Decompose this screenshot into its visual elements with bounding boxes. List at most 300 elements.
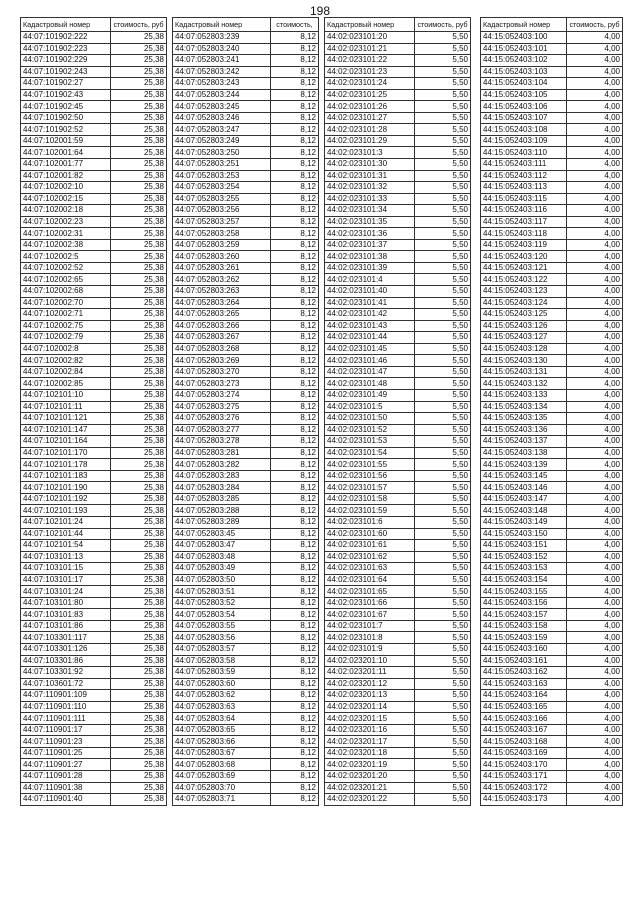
- cadastral-number-cell: 44:07:052803:282: [173, 459, 271, 471]
- table-row: [325, 366, 471, 378]
- table-row: [173, 701, 319, 713]
- cost-cell: 8,12: [271, 124, 319, 136]
- cost-cell: 8,12: [271, 274, 319, 286]
- cost-cell: 4,00: [567, 286, 623, 298]
- table-row: [21, 182, 167, 194]
- header-cadastral-number: Кадастровый номер: [325, 18, 415, 32]
- table-row: [173, 389, 319, 401]
- cost-cell: 4,00: [567, 205, 623, 217]
- table-row: [21, 309, 167, 321]
- cadastral-number-cell: 44:15:052403:150: [481, 528, 567, 540]
- cadastral-number-cell: 44:07:102101:54: [21, 540, 111, 552]
- cadastral-table-4: [480, 17, 623, 806]
- table-row: [21, 101, 167, 113]
- cadastral-number-cell: 44:07:102101:183: [21, 470, 111, 482]
- cadastral-number-cell: 44:07:102002:31: [21, 228, 111, 240]
- cadastral-number-cell: 44:07:102101:24: [21, 516, 111, 528]
- cadastral-number-cell: 44:02:023101:50: [325, 413, 415, 425]
- table-row: [173, 724, 319, 736]
- cost-cell: 8,12: [271, 436, 319, 448]
- cadastral-number-cell: 44:02:023101:53: [325, 436, 415, 448]
- table-row: [481, 563, 623, 575]
- cost-cell: 5,50: [415, 632, 471, 644]
- table-row: [325, 563, 471, 575]
- cadastral-number-cell: 44:15:052403:120: [481, 251, 567, 263]
- cost-cell: 5,50: [415, 655, 471, 667]
- cadastral-number-cell: 44:07:052803:262: [173, 274, 271, 286]
- cadastral-number-cell: 44:02:023101:29: [325, 135, 415, 147]
- cost-cell: 8,12: [271, 135, 319, 147]
- cost-cell: 5,50: [415, 43, 471, 55]
- cadastral-number-cell: 44:02:023101:4: [325, 274, 415, 286]
- cadastral-number-cell: 44:02:023101:56: [325, 470, 415, 482]
- cost-cell: 8,12: [271, 551, 319, 563]
- cost-cell: 8,12: [271, 724, 319, 736]
- cost-cell: 8,12: [271, 690, 319, 702]
- cost-cell: 25,38: [111, 678, 167, 690]
- table-row: [173, 193, 319, 205]
- table-row: [21, 193, 167, 205]
- table-row: [173, 678, 319, 690]
- cost-cell: 8,12: [271, 216, 319, 228]
- table-row: [325, 724, 471, 736]
- table-row: [21, 355, 167, 367]
- table-row: [325, 747, 471, 759]
- cost-cell: 4,00: [567, 55, 623, 67]
- table-row: [481, 713, 623, 725]
- table-row: [21, 286, 167, 298]
- table-row: [481, 343, 623, 355]
- table-row: [481, 89, 623, 101]
- table-header-row: [481, 18, 623, 32]
- table-row: [21, 343, 167, 355]
- table-row: [173, 343, 319, 355]
- cadastral-number-cell: 44:07:102101:192: [21, 493, 111, 505]
- table-row: [481, 228, 623, 240]
- table-row: [325, 574, 471, 586]
- cost-cell: 8,12: [271, 89, 319, 101]
- cost-cell: 5,50: [415, 505, 471, 517]
- table-row: [21, 563, 167, 575]
- cadastral-number-cell: 44:15:052403:102: [481, 55, 567, 67]
- cost-cell: 25,38: [111, 55, 167, 67]
- table-row: [21, 135, 167, 147]
- cost-cell: 5,50: [415, 528, 471, 540]
- cadastral-number-cell: 44:07:052803:68: [173, 759, 271, 771]
- table-row: [21, 170, 167, 182]
- cadastral-number-cell: 44:07:052803:258: [173, 228, 271, 240]
- table-row: [325, 505, 471, 517]
- cadastral-number-cell: 44:15:052403:154: [481, 574, 567, 586]
- cadastral-number-cell: 44:15:052403:108: [481, 124, 567, 136]
- cadastral-number-cell: 44:07:102101:11: [21, 401, 111, 413]
- cadastral-number-cell: 44:07:110901:38: [21, 782, 111, 794]
- cost-cell: 4,00: [567, 655, 623, 667]
- table-row: [481, 135, 623, 147]
- cost-cell: 25,38: [111, 124, 167, 136]
- table-row: [21, 482, 167, 494]
- cadastral-number-cell: 44:02:023101:40: [325, 286, 415, 298]
- cost-cell: 4,00: [567, 216, 623, 228]
- cadastral-number-cell: 44:07:052803:242: [173, 66, 271, 78]
- cadastral-number-cell: 44:15:052403:131: [481, 366, 567, 378]
- cost-cell: 8,12: [271, 632, 319, 644]
- table-row: [325, 355, 471, 367]
- cost-cell: 5,50: [415, 262, 471, 274]
- table-row: [481, 505, 623, 517]
- table-row: [481, 389, 623, 401]
- cadastral-number-cell: 44:07:052803:263: [173, 286, 271, 298]
- table-row: [21, 493, 167, 505]
- cost-cell: 5,50: [415, 216, 471, 228]
- table-row: [173, 205, 319, 217]
- cost-cell: 25,38: [111, 447, 167, 459]
- cost-cell: 4,00: [567, 239, 623, 251]
- cadastral-number-cell: 44:07:110901:17: [21, 724, 111, 736]
- table-row: [21, 332, 167, 344]
- table-row: [173, 690, 319, 702]
- table-row: [481, 701, 623, 713]
- cost-cell: 8,12: [271, 55, 319, 67]
- cost-cell: 25,38: [111, 690, 167, 702]
- cadastral-number-cell: 44:15:052403:148: [481, 505, 567, 517]
- table-body: [481, 32, 623, 806]
- table-row: [325, 205, 471, 217]
- table-row: [325, 182, 471, 194]
- cost-cell: 25,38: [111, 89, 167, 101]
- header-cadastral-number: Кадастровый номер: [481, 18, 567, 32]
- cost-cell: 25,38: [111, 193, 167, 205]
- cadastral-number-cell: 44:07:101902:27: [21, 78, 111, 90]
- table-row: [173, 747, 319, 759]
- cost-cell: 25,38: [111, 620, 167, 632]
- table-row: [481, 620, 623, 632]
- table-row: [173, 424, 319, 436]
- table-row: [325, 701, 471, 713]
- table-row: [325, 309, 471, 321]
- cadastral-number-cell: 44:07:052803:259: [173, 239, 271, 251]
- table-row: [21, 436, 167, 448]
- cost-cell: 4,00: [567, 736, 623, 748]
- table-row: [173, 516, 319, 528]
- table-row: [325, 378, 471, 390]
- cost-cell: 5,50: [415, 112, 471, 124]
- table-row: [173, 55, 319, 67]
- cost-cell: 4,00: [567, 413, 623, 425]
- cadastral-number-cell: 44:02:023201:11: [325, 667, 415, 679]
- table-row: [173, 643, 319, 655]
- table-row: [173, 771, 319, 783]
- table-row: [325, 782, 471, 794]
- cost-cell: 8,12: [271, 620, 319, 632]
- cadastral-number-cell: 44:02:023101:41: [325, 297, 415, 309]
- table-row: [21, 724, 167, 736]
- table-row: [325, 736, 471, 748]
- cost-cell: 8,12: [271, 401, 319, 413]
- table-row: [481, 540, 623, 552]
- table-row: [325, 759, 471, 771]
- table-row: [173, 135, 319, 147]
- table-row: [481, 112, 623, 124]
- table-row: [481, 470, 623, 482]
- cost-cell: 8,12: [271, 32, 319, 44]
- cost-cell: 25,38: [111, 286, 167, 298]
- cadastral-number-cell: 44:07:103301:86: [21, 655, 111, 667]
- cadastral-number-cell: 44:07:052803:243: [173, 78, 271, 90]
- cost-cell: 8,12: [271, 655, 319, 667]
- cadastral-number-cell: 44:15:052403:109: [481, 135, 567, 147]
- cost-cell: 8,12: [271, 193, 319, 205]
- table-row: [481, 609, 623, 621]
- cadastral-number-cell: 44:07:102101:10: [21, 389, 111, 401]
- cadastral-number-cell: 44:07:052803:49: [173, 563, 271, 575]
- cost-cell: 25,38: [111, 309, 167, 321]
- cadastral-number-cell: 44:07:052803:260: [173, 251, 271, 263]
- cost-cell: 4,00: [567, 713, 623, 725]
- cost-cell: 5,50: [415, 493, 471, 505]
- cost-cell: 8,12: [271, 159, 319, 171]
- table-row: [21, 540, 167, 552]
- cadastral-number-cell: 44:07:110901:25: [21, 747, 111, 759]
- table-row: [21, 609, 167, 621]
- table-row: [173, 713, 319, 725]
- cadastral-number-cell: 44:02:023101:52: [325, 424, 415, 436]
- cost-cell: 8,12: [271, 482, 319, 494]
- cadastral-number-cell: 44:07:103101:83: [21, 609, 111, 621]
- cost-cell: 4,00: [567, 193, 623, 205]
- cost-cell: 5,50: [415, 736, 471, 748]
- table-row: [481, 436, 623, 448]
- cost-cell: 4,00: [567, 667, 623, 679]
- cost-cell: 25,38: [111, 320, 167, 332]
- table-row: [173, 493, 319, 505]
- cadastral-number-cell: 44:07:052803:250: [173, 147, 271, 159]
- cadastral-number-cell: 44:07:052803:270: [173, 366, 271, 378]
- cost-cell: 8,12: [271, 782, 319, 794]
- cost-cell: 25,38: [111, 413, 167, 425]
- cadastral-number-cell: 44:15:052403:158: [481, 620, 567, 632]
- cadastral-number-cell: 44:07:102002:15: [21, 193, 111, 205]
- table-row: [173, 286, 319, 298]
- table-row: [21, 239, 167, 251]
- cadastral-number-cell: 44:07:102002:5: [21, 251, 111, 263]
- cost-cell: 25,38: [111, 262, 167, 274]
- table-row: [481, 193, 623, 205]
- page-number: 198: [309, 4, 331, 18]
- cost-cell: 8,12: [271, 182, 319, 194]
- cost-cell: 5,50: [415, 343, 471, 355]
- cost-cell: 4,00: [567, 101, 623, 113]
- table-row: [325, 193, 471, 205]
- cost-cell: 8,12: [271, 205, 319, 217]
- table-row: [481, 459, 623, 471]
- cadastral-number-cell: 44:07:052803:253: [173, 170, 271, 182]
- cadastral-number-cell: 44:02:023101:54: [325, 447, 415, 459]
- cost-cell: 4,00: [567, 78, 623, 90]
- cadastral-number-cell: 44:07:052803:57: [173, 643, 271, 655]
- table-row: [481, 147, 623, 159]
- table-row: [481, 736, 623, 748]
- cost-cell: 25,38: [111, 401, 167, 413]
- cost-cell: 4,00: [567, 355, 623, 367]
- table-row: [173, 447, 319, 459]
- cost-cell: 5,50: [415, 540, 471, 552]
- cadastral-number-cell: 44:07:102101:170: [21, 447, 111, 459]
- cadastral-number-cell: 44:02:023101:43: [325, 320, 415, 332]
- cadastral-number-cell: 44:02:023101:34: [325, 205, 415, 217]
- table-row: [173, 401, 319, 413]
- cost-cell: 5,50: [415, 713, 471, 725]
- table-row: [21, 505, 167, 517]
- cost-cell: 5,50: [415, 482, 471, 494]
- table-row: [173, 505, 319, 517]
- cost-cell: 4,00: [567, 724, 623, 736]
- table-row: [21, 736, 167, 748]
- cadastral-number-cell: 44:07:101902:223: [21, 43, 111, 55]
- table-row: [325, 251, 471, 263]
- cost-cell: 4,00: [567, 182, 623, 194]
- cost-cell: 25,38: [111, 274, 167, 286]
- cadastral-number-cell: 44:07:052803:54: [173, 609, 271, 621]
- cost-cell: 5,50: [415, 297, 471, 309]
- cadastral-number-cell: 44:07:052803:276: [173, 413, 271, 425]
- cadastral-number-cell: 44:07:102001:64: [21, 147, 111, 159]
- cost-cell: 5,50: [415, 228, 471, 240]
- cost-cell: 5,50: [415, 782, 471, 794]
- cost-cell: 25,38: [111, 343, 167, 355]
- table-row: [173, 759, 319, 771]
- cadastral-number-cell: 44:07:052803:52: [173, 597, 271, 609]
- cost-cell: 25,38: [111, 135, 167, 147]
- cost-cell: 5,50: [415, 620, 471, 632]
- table-row: [325, 413, 471, 425]
- cost-cell: 8,12: [271, 505, 319, 517]
- table-row: [325, 332, 471, 344]
- cost-cell: 25,38: [111, 632, 167, 644]
- table-row: [21, 701, 167, 713]
- cadastral-number-cell: 44:07:110901:109: [21, 690, 111, 702]
- cost-cell: 8,12: [271, 713, 319, 725]
- cadastral-number-cell: 44:07:052803:267: [173, 332, 271, 344]
- table-row: [325, 609, 471, 621]
- table-row: [21, 794, 167, 806]
- table-row: [481, 309, 623, 321]
- cost-cell: 8,12: [271, 112, 319, 124]
- cost-cell: 25,38: [111, 482, 167, 494]
- cost-cell: 5,50: [415, 389, 471, 401]
- cost-cell: 5,50: [415, 794, 471, 806]
- cadastral-number-cell: 44:07:103101:24: [21, 586, 111, 598]
- cost-cell: 8,12: [271, 378, 319, 390]
- cost-cell: 5,50: [415, 586, 471, 598]
- cadastral-number-cell: 44:15:052403:156: [481, 597, 567, 609]
- table-row: [173, 274, 319, 286]
- cadastral-number-cell: 44:07:052803:275: [173, 401, 271, 413]
- cost-cell: 25,38: [111, 528, 167, 540]
- cadastral-number-cell: 44:15:052403:119: [481, 239, 567, 251]
- cadastral-number-cell: 44:07:102002:70: [21, 297, 111, 309]
- cost-cell: 25,38: [111, 759, 167, 771]
- table-row: [21, 713, 167, 725]
- cost-cell: 25,38: [111, 736, 167, 748]
- table-row: [325, 667, 471, 679]
- cadastral-number-cell: 44:07:101902:52: [21, 124, 111, 136]
- cost-cell: 4,00: [567, 424, 623, 436]
- table-body: [325, 32, 471, 806]
- table-row: [325, 516, 471, 528]
- table-row: [325, 713, 471, 725]
- cost-cell: 4,00: [567, 297, 623, 309]
- table-row: [21, 274, 167, 286]
- table-row: [325, 343, 471, 355]
- cost-cell: 8,12: [271, 343, 319, 355]
- cadastral-number-cell: 44:15:052403:101: [481, 43, 567, 55]
- cost-cell: 8,12: [271, 597, 319, 609]
- cost-cell: 5,50: [415, 747, 471, 759]
- table-row: [325, 297, 471, 309]
- table-row: [173, 609, 319, 621]
- cadastral-number-cell: 44:07:103601:72: [21, 678, 111, 690]
- cadastral-number-cell: 44:07:102001:82: [21, 170, 111, 182]
- cadastral-number-cell: 44:15:052403:117: [481, 216, 567, 228]
- cost-cell: 4,00: [567, 528, 623, 540]
- table-row: [173, 528, 319, 540]
- cost-cell: 5,50: [415, 678, 471, 690]
- cost-cell: 25,38: [111, 655, 167, 667]
- cadastral-number-cell: 44:07:101902:243: [21, 66, 111, 78]
- cadastral-number-cell: 44:02:023201:20: [325, 771, 415, 783]
- table-row: [325, 135, 471, 147]
- table-row: [481, 366, 623, 378]
- cost-cell: 25,38: [111, 78, 167, 90]
- table-row: [325, 89, 471, 101]
- cadastral-number-cell: 44:15:052403:105: [481, 89, 567, 101]
- cadastral-number-cell: 44:15:052403:135: [481, 413, 567, 425]
- cadastral-number-cell: 44:15:052403:134: [481, 401, 567, 413]
- table-row: [481, 574, 623, 586]
- cost-cell: 25,38: [111, 297, 167, 309]
- table-row: [21, 759, 167, 771]
- cadastral-number-cell: 44:02:023101:26: [325, 101, 415, 113]
- table-row: [325, 170, 471, 182]
- cost-cell: 5,50: [415, 701, 471, 713]
- table-row: [21, 112, 167, 124]
- table-row: [21, 228, 167, 240]
- cadastral-number-cell: 44:07:101902:222: [21, 32, 111, 44]
- header-cost: стоимость,: [271, 18, 319, 32]
- cost-cell: 8,12: [271, 701, 319, 713]
- table-row: [481, 205, 623, 217]
- table-row: [481, 667, 623, 679]
- cadastral-number-cell: 44:02:023101:65: [325, 586, 415, 598]
- table-row: [481, 482, 623, 494]
- cadastral-number-cell: 44:07:052803:254: [173, 182, 271, 194]
- table-row: [173, 89, 319, 101]
- table-body: [21, 32, 167, 806]
- cost-cell: 8,12: [271, 747, 319, 759]
- cadastral-number-cell: 44:07:102101:44: [21, 528, 111, 540]
- table-row: [481, 516, 623, 528]
- cadastral-number-cell: 44:07:052803:278: [173, 436, 271, 448]
- cadastral-number-cell: 44:07:052803:51: [173, 586, 271, 598]
- table-row: [21, 470, 167, 482]
- cadastral-number-cell: 44:07:052803:246: [173, 112, 271, 124]
- cost-cell: 5,50: [415, 205, 471, 217]
- cadastral-number-cell: 44:02:023101:38: [325, 251, 415, 263]
- cadastral-number-cell: 44:07:052803:58: [173, 655, 271, 667]
- cost-cell: 5,50: [415, 55, 471, 67]
- cadastral-number-cell: 44:15:052403:167: [481, 724, 567, 736]
